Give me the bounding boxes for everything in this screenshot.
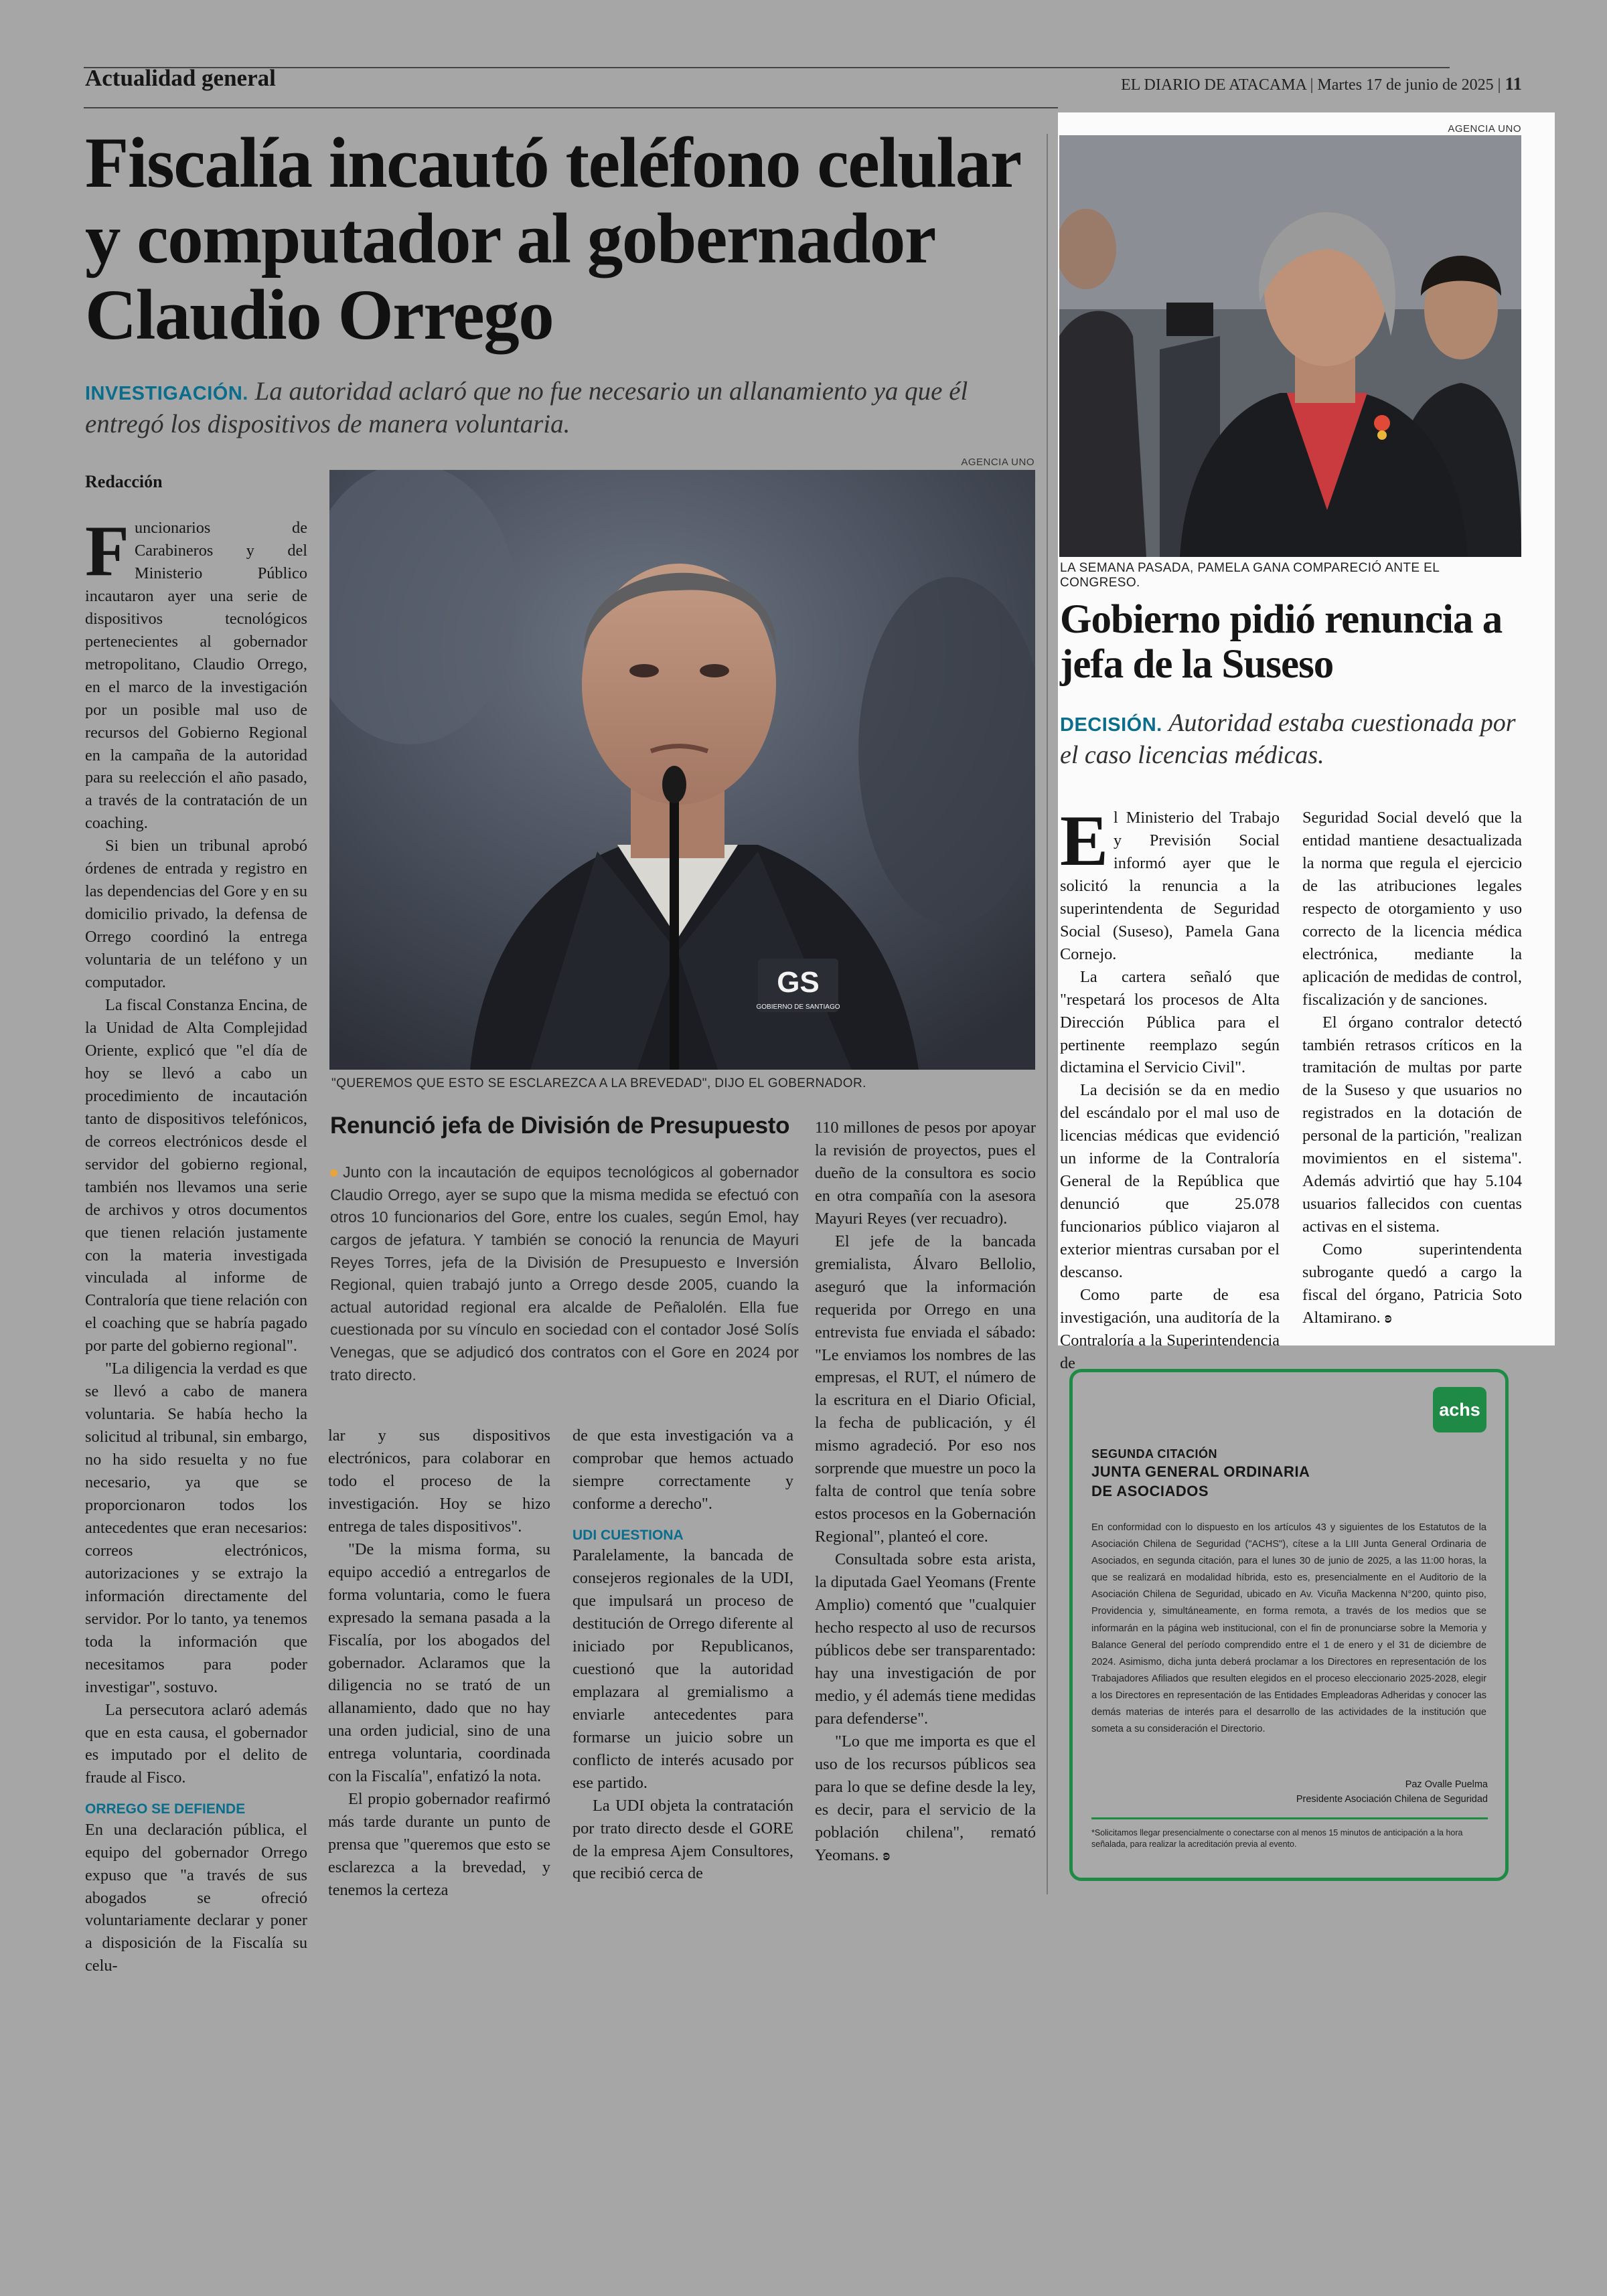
section-label: Actualidad general xyxy=(85,65,276,91)
side-photo xyxy=(1059,135,1521,557)
main-column-4 xyxy=(815,1117,1036,1866)
page-number: 11 xyxy=(1505,74,1522,94)
gana-photo-illustration xyxy=(1059,135,1521,557)
paragraph xyxy=(1060,801,1280,966)
end-mark-icon: ʚ xyxy=(883,1846,891,1864)
box-body xyxy=(330,1161,799,1386)
orrego-photo-illustration xyxy=(329,470,1035,1070)
drop-cap: F xyxy=(85,511,129,591)
paragraph: Si bien un tribunal aprobó órdenes de entrada y registro en las dependencias del Gore y en su domicilio privado, la defensa de Orrego coordinó la entrega voluntaria de un teléfono y un computador. xyxy=(85,837,307,992)
side-column-1 xyxy=(1060,801,1280,1375)
main-headline: Fiscalía incautó teléfono celular y computador al gobernador Claudio Orrego xyxy=(85,124,1020,355)
notice-signer: Paz Ovalle Puelma xyxy=(1405,1779,1488,1790)
side-column-2 xyxy=(1302,807,1522,1329)
notice-label: SEGUNDA CITACIÓN xyxy=(1091,1447,1217,1461)
side-photo-credit: AGENCIA UNO xyxy=(1448,123,1521,135)
column-divider xyxy=(1047,134,1048,1894)
main-deck-tag: INVESTIGACIÓN. xyxy=(85,383,248,404)
header-rule-bottom xyxy=(84,107,1058,108)
paragraph: En una declaración pública, el equipo del gobernador Orrego expuso que "a través de sus abogados se ofreció voluntariamente declarar y poner a disposición de la Fiscalía su celu- xyxy=(85,1820,307,1975)
box-title: Renunció jefa de División de Presupuesto xyxy=(330,1113,790,1139)
paragraph: La persecutora aclaró además que en esta causa, el gobernador es imputado por el delito de fraude al Fisco. xyxy=(85,1700,307,1787)
paragraph: Seguridad Social develó que la entidad mantiene desactualizada la norma que regula el ejercicio de las atribuciones legales respecto de otorgamiento y uso correcto de la licencia médica electrónica, mediante la aplicación de medidas de control, fiscalización y de sanciones. xyxy=(1302,809,1522,1009)
paragraph: Paralelamente, la bancada de consejeros regionales de la UDI, que impulsará un proceso de destitución de Orrego diferente al iniciado por Republicanos, cuestionó que la autoridad emplazara al gremialismo a enviarle antecedentes para formarse un juicio sobre un conflicto de interés acusado por ese partido. xyxy=(572,1546,793,1792)
paragraph-text: Como superintendenta subrogante quedó a cargo la fiscal del órgano, Patricia Soto Altamirano. xyxy=(1302,1240,1522,1327)
paragraph xyxy=(1302,1238,1522,1329)
main-deck xyxy=(85,375,1043,440)
masthead-text: EL DIARIO DE ATACAMA | Martes 17 de junio de 2025 | xyxy=(1121,76,1501,94)
notice-rule xyxy=(1091,1817,1488,1819)
photo-logo-subtext: GOBIERNO DE SANTIAGO xyxy=(756,1003,840,1011)
paragraph: El jefe de la bancada gremialista, Álvaro Bellolio, aseguró que la información requerida por Orrego en una entrevista fue enviada el sábado: "Le enviamos los nombres de las empresas, el RUT, el número de la escritura en el Diario Oficial, la fecha de publicación, y él mismo agradeció. Por eso nos sorprende que muestre un poco la falta de control que tenía sobre estos procesos en la Gobernación Regional", planteó el core. xyxy=(815,1232,1036,1546)
side-headline: Gobierno pidió renuncia a jefa de la Suseso xyxy=(1060,597,1503,687)
side-photo-caption: LA SEMANA PASADA, PAMELA GANA COMPARECIÓ ANTE EL CONGRESO. xyxy=(1060,561,1440,590)
subhead-udi: UDI CUESTIONA xyxy=(572,1527,684,1543)
paragraph-text: l Ministerio del Trabajo y Previsión Social informó ayer que le solicitó la renuncia a la superintendenta de Seguridad Social (Suseso), Pamela Gana Cornejo. xyxy=(1060,809,1280,963)
main-column-2 xyxy=(328,1424,550,1902)
photo-logo-text: GS xyxy=(777,966,820,999)
notice-title: JUNTA GENERAL ORDINARIA DE ASOCIADOS xyxy=(1091,1463,1310,1499)
paragraph: "De la misma forma, su equipo accedió a entregarlos de forma voluntaria, como le fuera expresado la semana pasada a la Fiscalía, por los abogados del gobernador. Aclaramos que la diligencia no se trató de un allanamiento, dado que no hay una orden judicial, sino de una entrega voluntaria, coordinada con la Fiscalía", enfatizó la nota. xyxy=(328,1540,550,1786)
notice-signer-role: Presidente Asociación Chilena de Seguridad xyxy=(1296,1793,1488,1805)
paragraph: 110 millones de pesos por apoyar la revisión de proyectos, pues el dueño de la consultora es socio en otra compañía con la asesora Mayuri Reyes (ver recuadro). xyxy=(815,1119,1036,1228)
side-deck xyxy=(1060,708,1522,772)
achs-logo: achs xyxy=(1433,1387,1486,1432)
main-photo-credit: AGENCIA UNO xyxy=(961,457,1035,468)
main-deck-text: La autoridad aclaró que no fue necesario un allanamiento ya que él entregó los dispositivos de manera voluntaria. xyxy=(85,377,968,439)
main-photo-caption: "QUEREMOS QUE ESTO SE ESCLAREZCA A LA BREVEDAD", DIJO EL GOBERNADOR. xyxy=(331,1076,866,1090)
paragraph: lar y sus dispositivos electrónicos, para colaborar en todo el proceso de la investigación. Hoy se hizo entrega de tales dispositivos". xyxy=(328,1426,550,1536)
end-mark-icon: ʚ xyxy=(1384,1308,1392,1327)
notice-footnote: *Solicitamos llegar presencialmente o conectarse con al menos 15 minutos de anticipación a la hora señalada, para realizar la acreditación previa al evento. xyxy=(1091,1828,1463,1849)
main-photo xyxy=(329,470,1035,1070)
subhead-orrego: ORREGO SE DEFIENDE xyxy=(85,1801,246,1817)
notice-signature xyxy=(1091,1778,1488,1807)
paragraph: La decisión se da en medio del escándalo por el mal uso de licencias médicas que evidenció un informe de la Contraloría General de la República que denunció que 25.078 funcionarios público viajaron al exterior mientras cursaban por el descanso. xyxy=(1060,1081,1280,1282)
paragraph: Consultada sobre esta arista, la diputada Gael Yeomans (Frente Amplio) comentó que "cualquier hecho respecto al uso de recursos públicos debe ser transparentado: hay una investigación de por medio, y él además tiene medidas para defenderse". xyxy=(815,1550,1036,1728)
paragraph-text: uncionarios de Carabineros y del Ministerio Público incautaron ayer una serie de dispositivos tecnológicos pertenecientes al gobernador metropolitano, Claudio Orrego, en el marco de la investigación por un posible mal uso de recursos del Gobierno Regional en la campaña de la autoridad para su reelección el año pasado, a través de la contratación de un coaching. xyxy=(85,519,307,833)
masthead xyxy=(1004,74,1522,94)
main-column-1 xyxy=(85,511,307,1977)
paragraph: El propio gobernador reafirmó más tarde durante un punto de prensa que "queremos que esto se esclarezca a la brevedad, y tenemos la certeza xyxy=(328,1790,550,1900)
paragraph: La cartera señaló que "respetará los procesos de Alta Dirección Pública para el pertinente reemplazo según dictamina el Servicio Civil". xyxy=(1060,967,1280,1077)
bullet-icon xyxy=(330,1169,337,1177)
paragraph xyxy=(85,511,307,835)
box-text: Junto con la incautación de equipos tecnológicos al gobernador Claudio Orrego, ayer se supo que la misma medida se efectuó con otros 10 funcionarios del Gore, entre los cuales, según Emol, hay cargos de jefatura. Y también se conoció la renuncia de Mayuri Reyes Torres, jefa de la División de Presupuesto e Inversión Regional, quien trabajó junto a Orrego desde 2005, cuando la actual autoridad regional era alcalde de Peñalolén. Ella fue cuestionada por su vínculo en sociedad con el contador José Solís Venegas, que se adjudicó dos contratos con el Gore en 2024 por trato directo. xyxy=(330,1163,799,1384)
paragraph: Como parte de esa investigación, una auditoría de la Contraloría a la Superintendencia de xyxy=(1060,1286,1280,1372)
notice-body: En conformidad con lo dispuesto en los artículos 43 y siguientes de los Estatutos de la Asociación Chilena de Seguridad ("ACHS"), cítese a la LIII Junta General Ordinaria de Asociados, en segunda citación, para el lunes 30 de junio de 2025, a las 11:00 horas, la que se realizará en modalidad híbrida, esto es, presencialmente en el Auditorio de la Asociación Chilena de Seguridad, ubicado en Av. Vicuña Mackenna N°200, quinto piso, Providencia y, simultáneamente, en forma remota, a través de los medios que se informarán en la página web institucional, con el fin de pronunciarse sobre la Memoria y Balance General del período comprendido entre el 1 de enero y el 31 de diciembre de 2024. Asimismo, dicha junta deberá proclamar a los Directores en representación de los Trabajadores Afiliados que resulten elegidos en el proceso eleccionario 2025-2028, elegir a los Directores en representación de las Entidades Empleadoras Adheridas y conocer las demás materias de interés para el desarrollo de las actividades de la institución que someta a su consideración el Directorio. xyxy=(1091,1522,1486,1735)
byline: Redacción xyxy=(85,472,163,491)
paragraph: de que esta investigación va a comprobar que hemos actuado siempre correctamente y conforme a derecho". xyxy=(572,1426,793,1513)
paragraph: "La diligencia la verdad es que se llevó a cabo de manera voluntaria. Se había hecho la solicitud al tribunal, sin embargo, no ha sido resuelta y no fue necesario, ya que se proporcionaron todos los antecedentes que eran necesarios: correos electrónicos, autorizaciones y se extrajo la información directamente del servidor. Por lo tanto, ya tenemos toda la información que necesitamos para poder investigar", sostuvo. xyxy=(85,1360,307,1696)
drop-cap: E xyxy=(1060,801,1109,881)
paragraph-text: "Lo que me importa es que el uso de los recursos públicos sea para lo que se define desde la ley, es decir, para el servicio de la población chilena", remató Yeomans. xyxy=(815,1732,1036,1864)
paragraph: El órgano contralor detectó también retrasos críticos en la tramitación de multas por parte de la Suseso y que usuarios no registrados en la dotación de personal de la partición, "realizan movimientos en el sistema". Además advirtió que hay 5.104 usuarios fallecidos con cuentas activas en el sistema. xyxy=(1302,1013,1522,1236)
paragraph xyxy=(815,1730,1036,1867)
side-deck-text: Autoridad estaba cuestionada por el caso licencias médicas. xyxy=(1060,709,1516,769)
header-rule-top xyxy=(84,67,1450,68)
paragraph: La fiscal Constanza Encina, de la Unidad de Alta Complejidad Oriente, explicó que "el día de hoy se llevó a cabo un procedimiento de incautación tanto de dispositivos telefónicos, de correos electrónicos desde el servidor del gobierno regional, también nos llevamos una serie de archivos y otros documentos que tienen relación justamente con la materia investigada vinculada al informe de Contraloría que tiene relación con el coaching que se habría pagado por parte del gobierno regional". xyxy=(85,996,307,1356)
achs-notice xyxy=(1069,1369,1509,1881)
paragraph: La UDI objeta la contratación por trato directo desde el GORE de la empresa Ajem Consultores, que recibió cerca de xyxy=(572,1796,793,1883)
side-deck-tag: DECISIÓN. xyxy=(1060,714,1162,736)
main-column-3 xyxy=(572,1424,793,1885)
